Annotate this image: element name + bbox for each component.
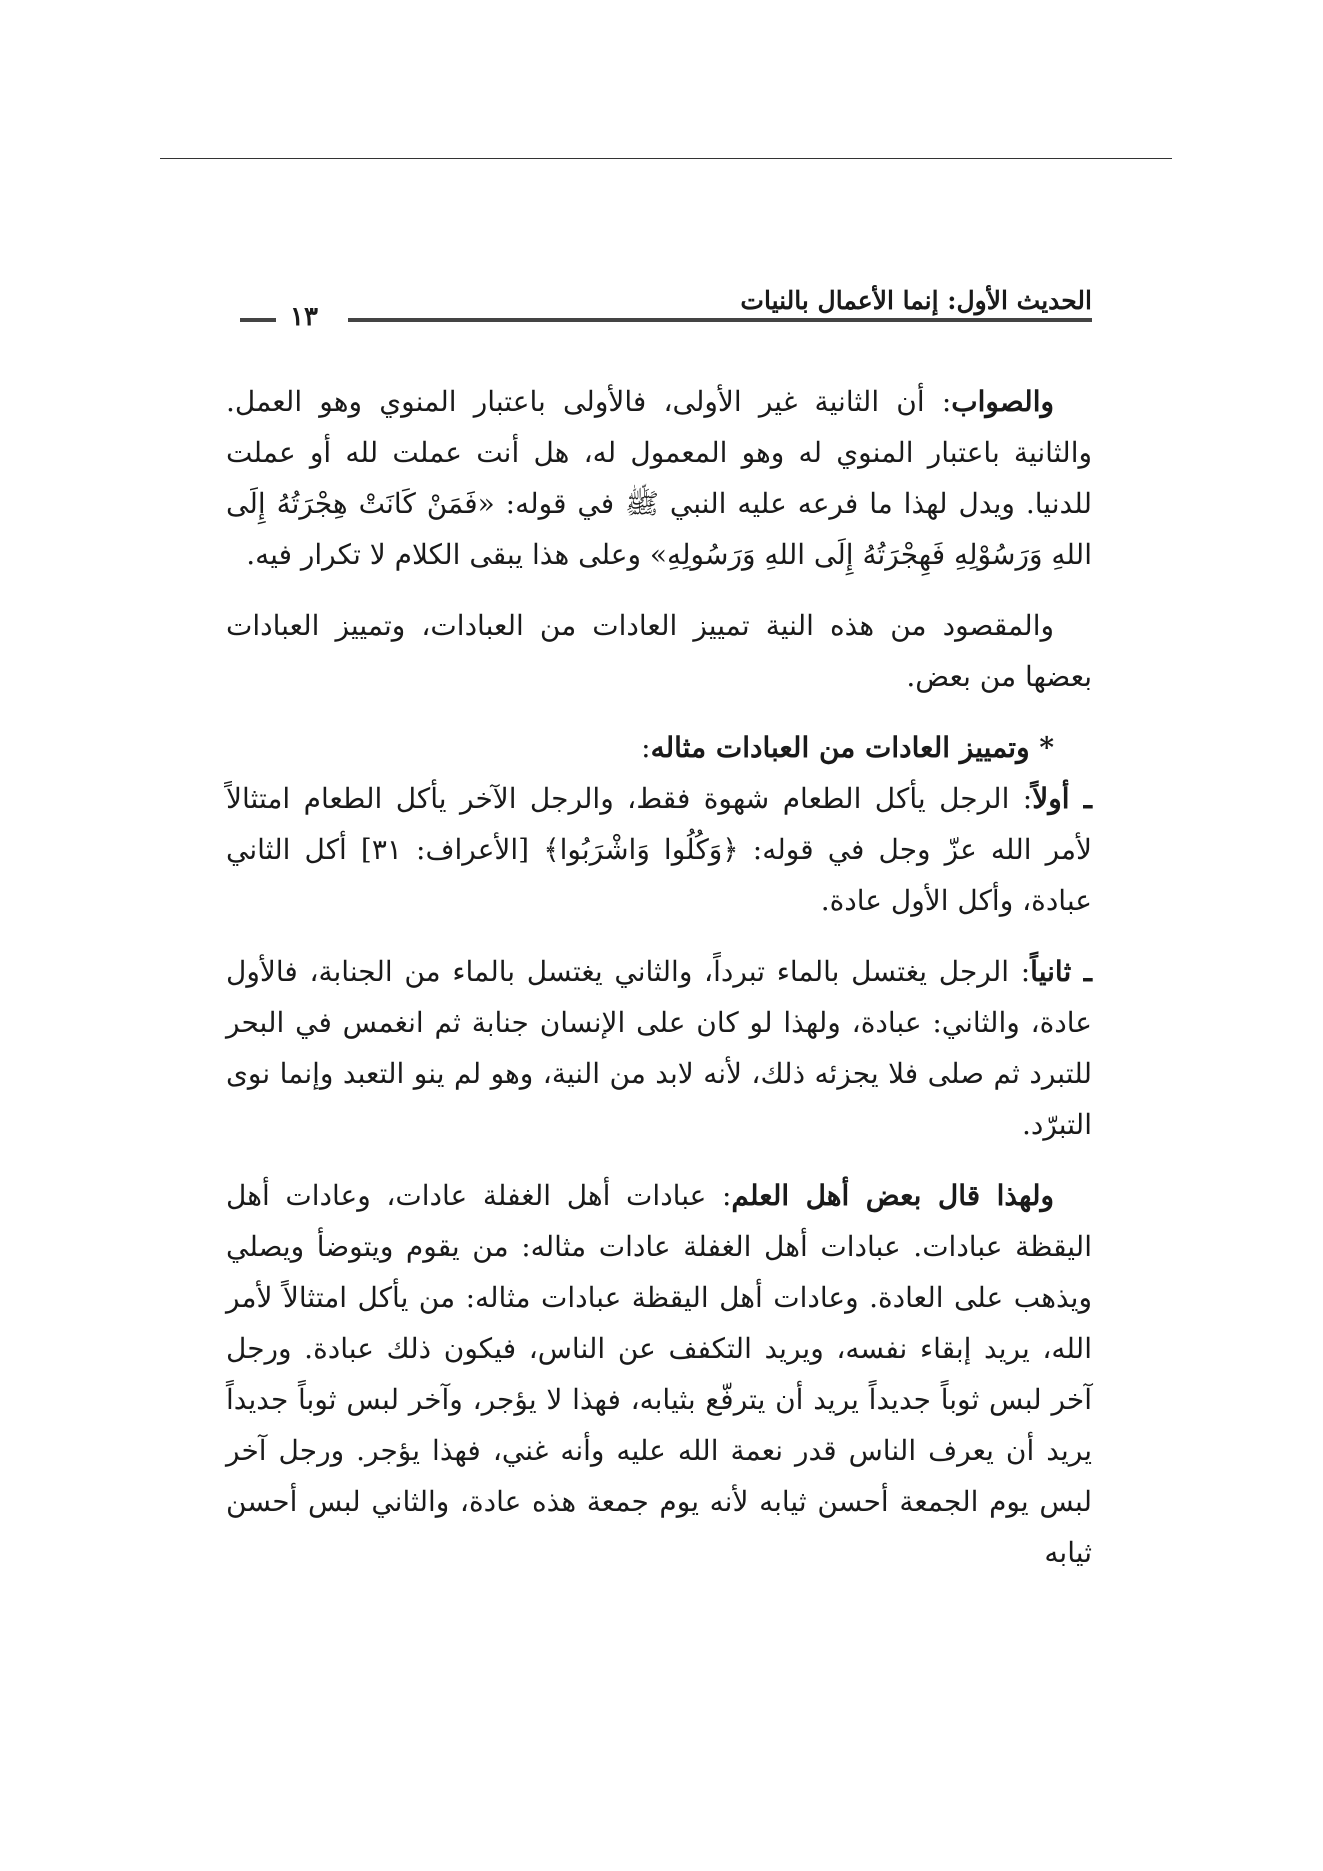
- paragraph-scholars: [226, 1170, 1092, 1578]
- paragraph-lead: * وتمييز العادات من العبادات مثاله: [650, 731, 1054, 764]
- page-number-dash: [240, 318, 276, 322]
- top-rule: [160, 158, 1172, 159]
- paragraph-first: [226, 773, 1092, 926]
- paragraph-text: والمقصود من هذه النية تمييز العادات من العبادات، وتمييز العبادات بعضها من بعض.: [226, 609, 1092, 693]
- paragraph-text: : عبادات أهل الغفلة عادات، وعادات أهل اليقظة عبادات. عبادات أهل الغفلة عادات مثاله: من يقوم ويتوضأ ويصلي ويذهب على العادة. وعادات أهل اليقظة عبادات مثاله: من يأكل امتثالاً لأمر الله، يريد إبقاء نفسه، ويريد التكفف عن الناس، فيكون ذلك عبادة. ورجل آخر لبس ثوباً جديداً يريد أن يترفّع بثيابه، فهذا لا يؤجر، وآخر لبس ثوباً جديداً يريد أن يعرف الناس قدر نعمة الله عليه وأنه غني، فهذا يؤجر. ورجل آخر لبس يوم الجمعة أحسن ثيابه لأنه يوم جمعة هذه عادة، والثاني لبس أحسن ثيابه: [226, 1179, 1092, 1569]
- running-header: [240, 286, 1092, 338]
- paragraph-lead: ـ ثانياً: [1030, 955, 1092, 988]
- paragraph-lead: ـ أولاً: [1032, 782, 1092, 815]
- header-rule: [348, 318, 1092, 322]
- paragraph-text: : أن الثانية غير الأولى، فالأولى باعتبار المنوي وهو العمل. والثانية باعتبار المنوي له وهو المعمول له، هل أنت عملت لله أو عملت للدنيا. ويدل لهذا ما فرعه عليه النبي ﷺ في قوله: «فَمَنْ كَانَتْ هِجْرَتُهُ إِلَى اللهِ وَرَسُوْلِهِ فَهِجْرَتُهُ إِلَى اللهِ وَرَسُولِهِ» وعلى هذا يبقى الكلام لا تكرار فيه.: [226, 385, 1092, 571]
- paragraph-correct-view: [226, 376, 1092, 580]
- paragraph-lead: والصواب: [951, 385, 1054, 418]
- body-text: [226, 376, 1092, 1598]
- page-number: ١٣: [290, 302, 318, 332]
- paragraph-text: : الرجل يأكل الطعام شهوة فقط، والرجل الآخر يأكل الطعام امتثالاً لأمر الله عزّ وجل في قوله: ﴿وَكُلُوا وَاشْرَبُوا﴾ [الأعراف: ٣١] أكل الثاني عبادة، وأكل الأول عادة.: [226, 782, 1093, 917]
- paragraph-heading-example: [226, 722, 1092, 773]
- paragraph-purpose: [226, 600, 1092, 702]
- paragraph-lead: ولهذا قال بعض أهل العلم: [731, 1179, 1055, 1212]
- paragraph-text: : الرجل يغتسل بالماء تبرداً، والثاني يغتسل بالماء من الجنابة، فالأول عادة، والثاني: عبادة، ولهذا لو كان على الإنسان جنابة ثم انغمس في البحر للتبرد ثم صلى فلا يجزئه ذلك، لأنه لابد من النية، وهو لم ينو التعبد وإنما نوى التبرّد.: [226, 955, 1093, 1141]
- chapter-title: الحديث الأول: إنما الأعمال بالنيات: [740, 286, 1092, 315]
- paragraph-text: :: [641, 731, 651, 764]
- paragraph-second: [226, 946, 1092, 1150]
